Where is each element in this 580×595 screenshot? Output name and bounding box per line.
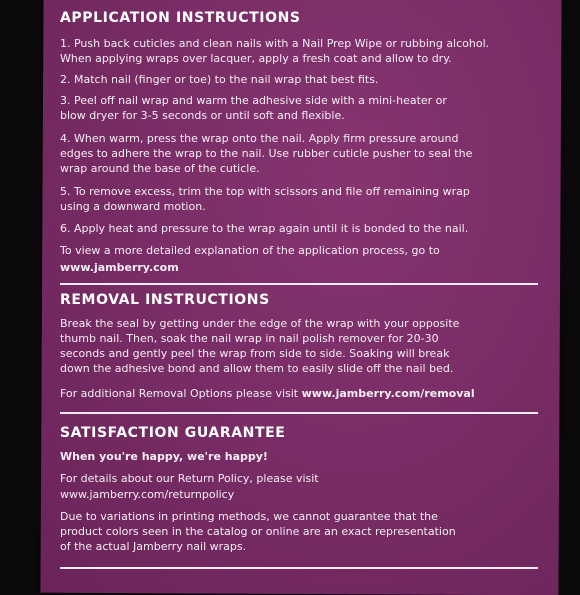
divider (60, 283, 538, 285)
application-step-1: 1. Push back cuticles and clean nails with a Nail Prep Wipe or rubbing alcohol. When applying wraps over lacquer, apply a fresh coat and allow to dry. (60, 37, 490, 65)
application-step-5: 5. To remove excess, trim the top with scissors and file off remaining wrap using a downward motion. (60, 185, 470, 213)
removal-body: Break the seal by getting under the edge of the wrap with your opposite thumb nail. Then, soak the nail wrap in nail polish remover for 20-30 seconds and gently peel the wrap from side to side. Soaking will break down the adhesive bond and allow them to easily slide off the nail bed. (60, 317, 460, 375)
application-step-2: 2. Match nail (finger or toe) to the nail wrap that best fits. (60, 73, 379, 86)
color-disclaimer: Due to variations in printing methods, we cannot guarantee that the product colors seen in the catalog or online are an exact representation of the actual Jamberry nail wraps. (60, 510, 456, 553)
application-title: APPLICATION INSTRUCTIONS (60, 10, 301, 26)
guarantee-tagline: When you're happy, we're happy! (60, 450, 268, 463)
divider (60, 567, 538, 569)
application-step-4: 4. When warm, press the wrap onto the nail. Apply firm pressure around edges to adhere the wrap to the nail. Use rubber cuticle pusher to seal the wrap around the base of the cuticle. (60, 132, 473, 175)
removal-more-link[interactable]: www.jamberry.com/removal (301, 387, 475, 400)
return-policy-link[interactable]: www.jamberry.com/returnpolicy (60, 488, 235, 501)
application-more-text: To view a more detailed explanation of the application process, go to (60, 244, 440, 257)
application-step-3: 3. Peel off nail wrap and warm the adhesive side with a mini-heater or blow dryer for 3-5 seconds or until soft and flexible. (60, 94, 447, 122)
application-step-6: 6. Apply heat and pressure to the wrap again until it is bonded to the nail. (60, 222, 469, 235)
return-policy-text: For details about our Return Policy, please visit (60, 472, 319, 485)
guarantee-title: SATISFACTION GUARANTEE (60, 425, 286, 441)
removal-more-text: For additional Removal Options please visit (60, 387, 302, 400)
application-more-link[interactable]: www.jamberry.com (60, 261, 179, 274)
removal-title: REMOVAL INSTRUCTIONS (60, 292, 270, 308)
removal-more (60, 386, 475, 401)
divider (60, 412, 538, 414)
